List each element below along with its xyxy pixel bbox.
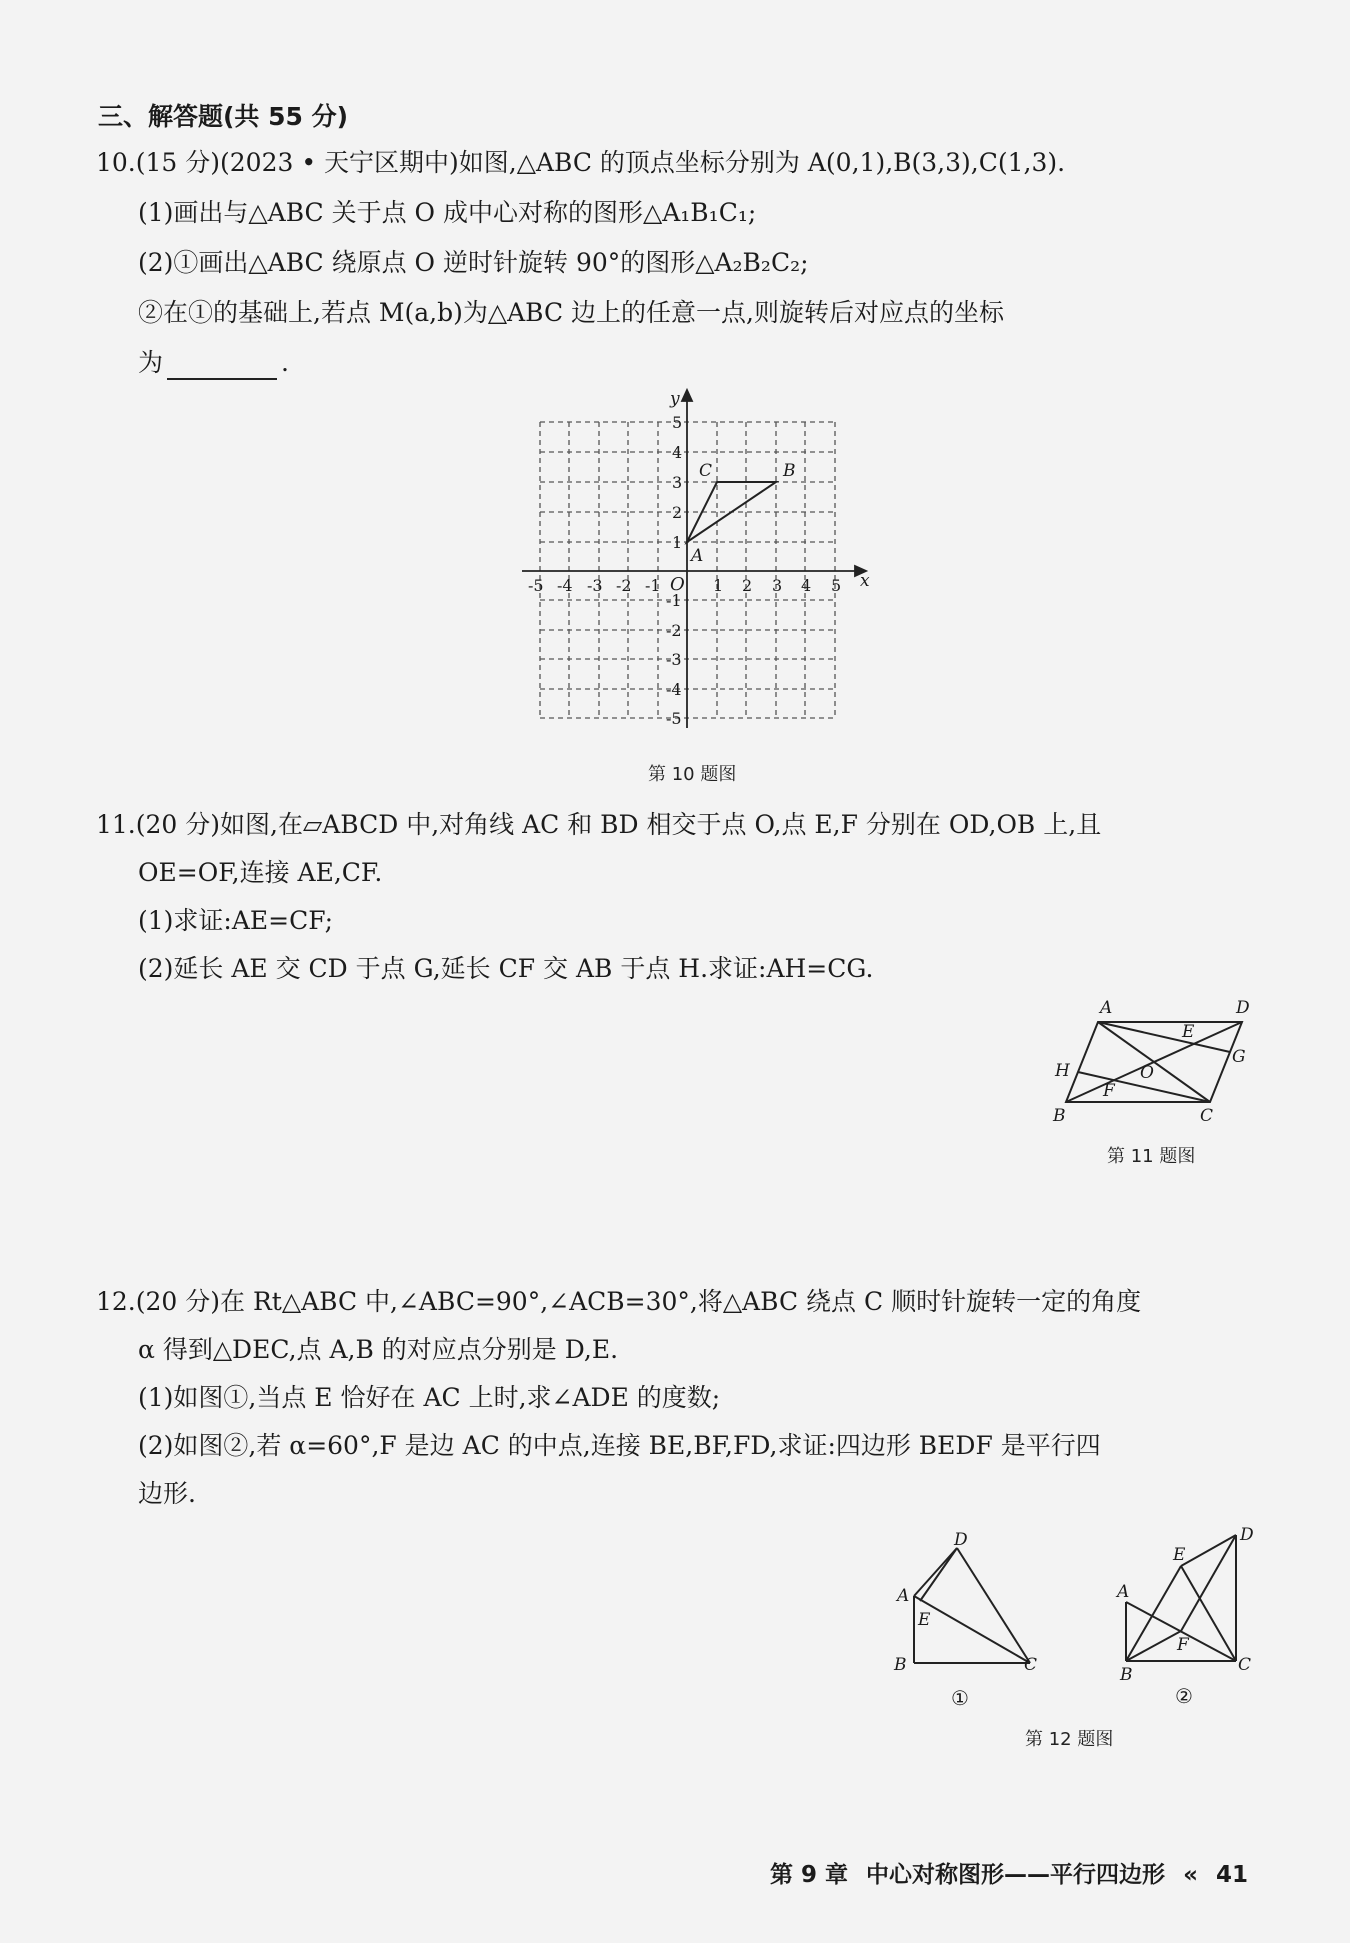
x-tick: 2 [742, 576, 753, 595]
point-c-label: C [699, 461, 713, 481]
page-number: 41 [1215, 1862, 1248, 1888]
y-tick: 3 [672, 473, 683, 492]
segment-ac [914, 1596, 1030, 1663]
point-a-label: A [691, 546, 704, 566]
fig2-label-b: B [1120, 1665, 1133, 1685]
q11-part2: (2)延长 AE 交 CD 于点 G,延长 CF 交 AB 于点 H.求证:AH=CG. [138, 954, 874, 983]
fig2-label-d: D [1240, 1525, 1254, 1545]
q11-part1: (1)求证:AE=CF; [138, 906, 334, 935]
y-tick: 4 [672, 443, 683, 462]
page-footer [770, 1856, 1258, 1889]
fig1-label-c: C [1024, 1655, 1038, 1675]
q10-stem: 10.(15 分)(2023 • 天宁区期中)如图,△ABC 的顶点坐标分别为 A(0,1),B(3,3),C(1,3). [96, 148, 1066, 177]
q12-figure-2 [1110, 1520, 1260, 1708]
x-tick: 1 [713, 576, 724, 595]
fig1-label-d: D [954, 1530, 968, 1550]
point-b-label: B [783, 461, 796, 481]
fig2-label-e: E [1173, 1545, 1186, 1565]
segment-ad [914, 1548, 957, 1596]
fig1-label-a: A [897, 1586, 910, 1606]
label-d: D [1236, 998, 1250, 1018]
q11-parallelogram-figure [1050, 995, 1250, 1125]
y-tick: -1 [666, 591, 682, 610]
q10-figure-caption: 第 10 题图 [648, 764, 737, 785]
q10-answer-suffix: . [281, 348, 289, 377]
fig2-tag: ② [1175, 1684, 1193, 1708]
q11-figure-caption: 第 11 题图 [1107, 1146, 1196, 1167]
y-tick: 1 [672, 533, 683, 552]
label-g: G [1232, 1047, 1246, 1067]
q10-part2: (2)①画出△ABC 绕原点 O 逆时针旋转 90°的图形△A₂B₂C₂; [138, 248, 809, 277]
x-tick: -3 [587, 576, 603, 595]
segment-de [920, 1548, 957, 1601]
label-e: E [1182, 1022, 1195, 1042]
fig1-label-e: E [918, 1610, 931, 1630]
label-c: C [1200, 1106, 1214, 1126]
y-tick: -3 [666, 650, 682, 669]
section-title: 三、解答题(共 55 分) [98, 102, 349, 131]
x-tick: -1 [645, 576, 661, 595]
footer-chapter: 第 9 章 [770, 1862, 849, 1888]
q12-figure-1 [890, 1530, 1050, 1710]
label-h: H [1055, 1061, 1070, 1081]
q12-part1: (1)如图①,当点 E 恰好在 AC 上时,求∠ADE 的度数; [138, 1383, 721, 1412]
q11-stem-cont: OE=OF,连接 AE,CF. [138, 858, 383, 887]
label-a: A [1100, 998, 1113, 1018]
x-tick: -5 [528, 576, 544, 595]
fig2-label-a: A [1117, 1582, 1130, 1602]
triangle-abc [687, 482, 776, 542]
y-tick: -2 [666, 621, 682, 640]
origin-label: O [670, 574, 685, 595]
q12-part2-cont: 边形. [138, 1479, 196, 1508]
q10-part2b-answer-line [138, 346, 289, 380]
x-tick: -4 [557, 576, 573, 595]
footer-arrow-icon: « [1183, 1862, 1198, 1888]
x-tick: 3 [772, 576, 783, 595]
q12-part2: (2)如图②,若 α=60°,F 是边 AC 的中点,连接 BE,BF,FD,求证:四边形 BEDF 是平行四 [138, 1431, 1101, 1460]
x-tick: -2 [616, 576, 632, 595]
label-b: B [1053, 1106, 1066, 1126]
fig2-label-f: F [1177, 1635, 1189, 1655]
x-tick: 4 [801, 576, 812, 595]
q12-stem-cont: α 得到△DEC,点 A,B 的对应点分别是 D,E. [138, 1335, 619, 1364]
y-tick: 2 [672, 503, 683, 522]
q10-part1: (1)画出与△ABC 关于点 O 成中心对称的图形△A₁B₁C₁; [138, 198, 757, 227]
y-tick: -5 [666, 709, 682, 728]
answer-blank[interactable] [167, 352, 277, 380]
fig2-label-c: C [1238, 1655, 1252, 1675]
x-axis-label: x [860, 571, 870, 591]
q11-stem: 11.(20 分)如图,在▱ABCD 中,对角线 AC 和 BD 相交于点 O,点 E,F 分别在 OD,OB 上,且 [96, 810, 1102, 839]
q10-coordinate-grid [520, 389, 870, 728]
label-o: O [1140, 1063, 1154, 1083]
x-tick: 5 [831, 576, 842, 595]
q12-stem: 12.(20 分)在 Rt△ABC 中,∠ABC=90°,∠ACB=30°,将△ABC 绕点 C 顺时针旋转一定的角度 [96, 1287, 1142, 1316]
fig1-tag: ① [951, 1686, 969, 1710]
segment-dc [957, 1548, 1030, 1663]
y-tick: 5 [672, 413, 683, 432]
fig1-label-b: B [894, 1655, 907, 1675]
y-tick: -4 [666, 680, 682, 699]
q10-part2b: ②在①的基础上,若点 M(a,b)为△ABC 边上的任意一点,则旋转后对应点的坐标 [138, 298, 1004, 327]
q10-answer-prefix: 为 [138, 348, 164, 377]
y-axis-label: y [670, 389, 680, 409]
footer-title: 中心对称图形——平行四边形 [866, 1862, 1166, 1888]
label-f: F [1103, 1081, 1115, 1101]
q12-figure-caption: 第 12 题图 [1025, 1729, 1114, 1750]
